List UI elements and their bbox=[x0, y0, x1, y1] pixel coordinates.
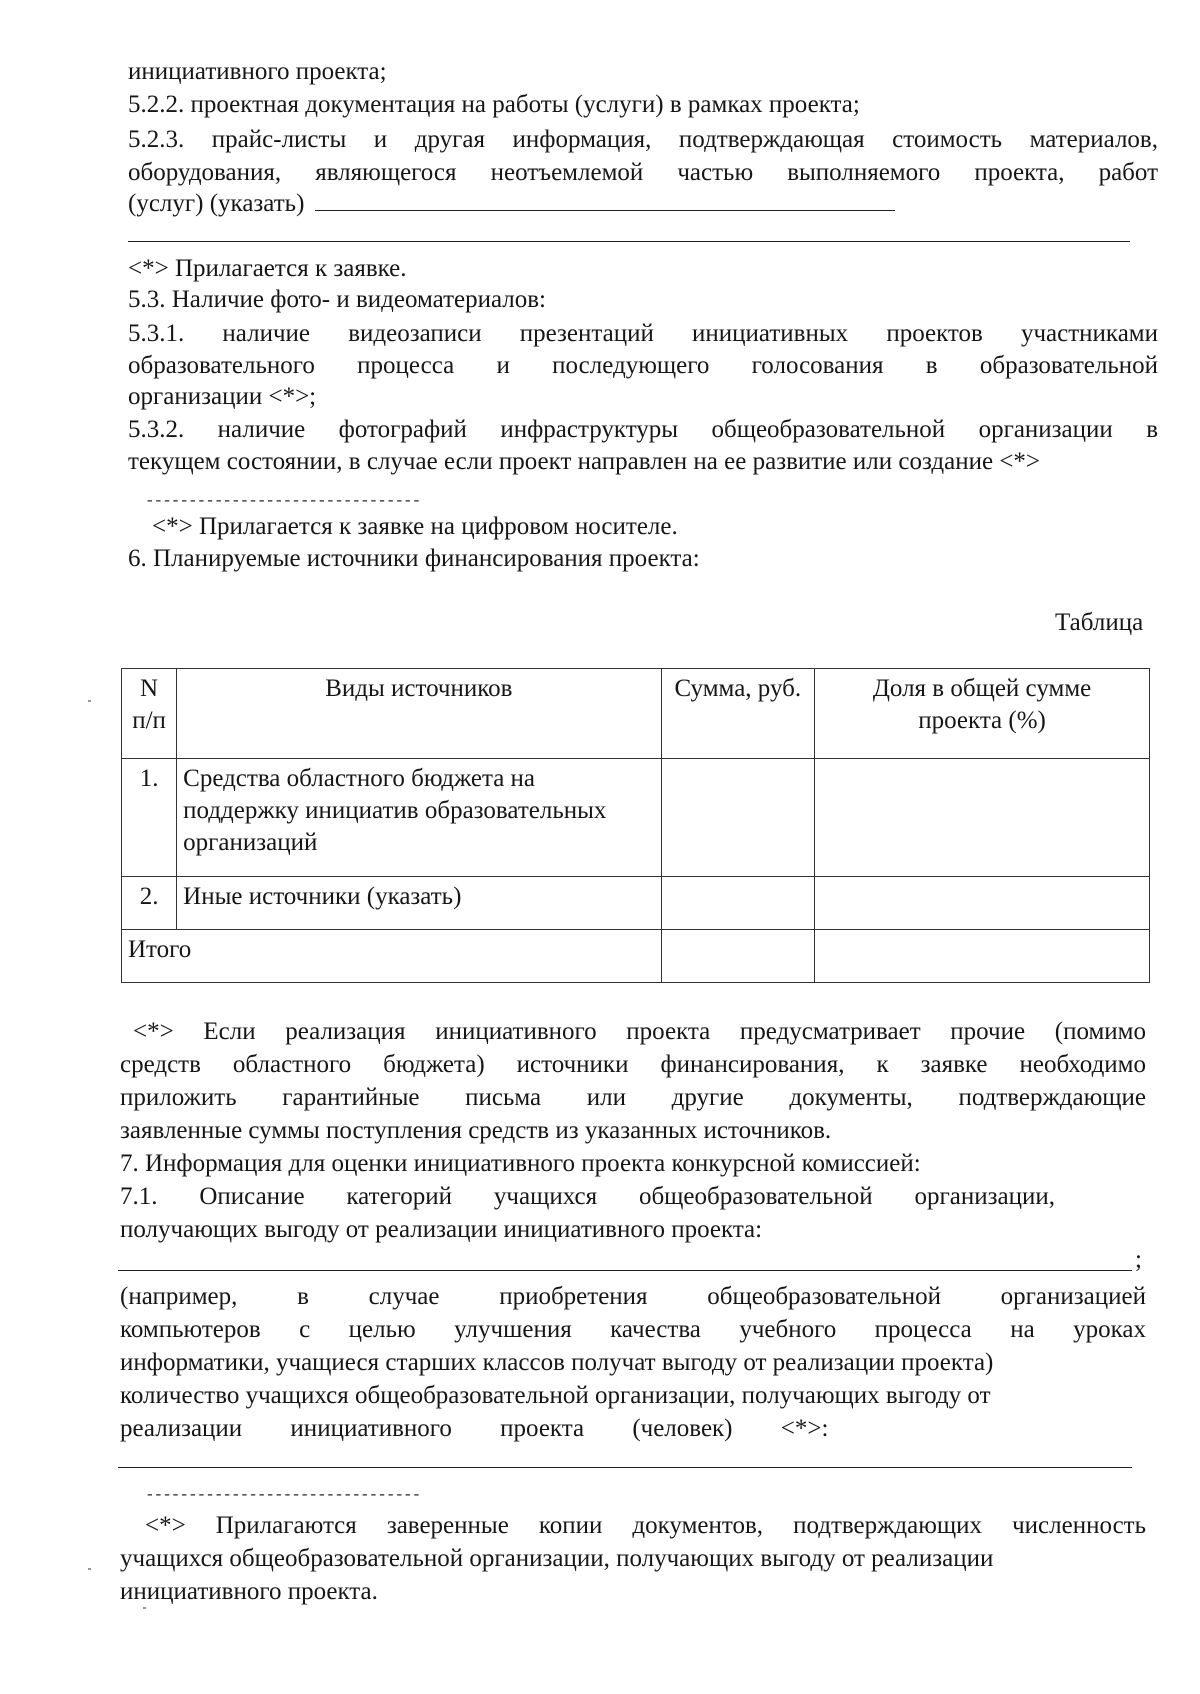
footnote-copies-line2: учащихся общеобразовательной организации, получающих выгоду от реализации bbox=[120, 1545, 994, 1572]
item-7-1-line2: получающих выгоду от реализации инициативного проекта: bbox=[120, 1216, 763, 1243]
item-5-3-1-line2: образовательного процесса и последующего голосования в образовательной bbox=[128, 352, 1158, 379]
table-header-row bbox=[122, 669, 1150, 759]
row-source: Средства областного бюджета на поддержку инициатив образовательных организаций bbox=[177, 759, 661, 877]
item-5-3-2-line2: текущем состоянии, в случае если проект направлен на ее развитие или создание <*> bbox=[128, 448, 1041, 475]
item-5-3-2-line1: 5.3.2. наличие фотографий инфраструктуры общеобразовательной организации в bbox=[128, 416, 1158, 443]
scan-speck bbox=[88, 700, 91, 702]
semicolon: ; bbox=[1135, 1246, 1142, 1273]
item-5-3: 5.3. Наличие фото- и видеоматериалов: bbox=[128, 286, 547, 313]
footnote-copies-line1: <*> Прилагаются заверенные копии документов, подтверждающих численность bbox=[145, 1512, 1146, 1539]
row-sum bbox=[661, 759, 815, 877]
example-line1: (например, в случае приобретения общеобразовательной организацией bbox=[120, 1283, 1146, 1310]
row-sum bbox=[661, 877, 815, 930]
count-line1: количество учащихся общеобразовательной организации, получающих выгоду от bbox=[120, 1382, 991, 1409]
row-number: 2. bbox=[122, 877, 177, 930]
footnote-digital: <*> Прилагается к заявке на цифровом носителе. bbox=[152, 513, 678, 540]
specify-blank-line bbox=[315, 188, 895, 211]
item-7-1-line1: 7.1. Описание категорий учащихся общеобразовательной организации, bbox=[120, 1183, 1055, 1210]
section-7-heading: 7. Информация для оценки инициативного проекта конкурсной комиссией: bbox=[120, 1150, 921, 1177]
item-5-3-1-line3: организации <*>; bbox=[128, 383, 317, 410]
item-5-2-3-line1: 5.2.3. прайс-листы и другая информация, подтверждающая стоимость материалов, bbox=[128, 126, 1158, 153]
table-total-row bbox=[122, 930, 1150, 983]
blank-rule bbox=[118, 1270, 1132, 1271]
header-number: N п/п bbox=[122, 669, 177, 759]
footnote-copies-line3: инициативного проекта. bbox=[120, 1578, 378, 1605]
row-share bbox=[815, 759, 1150, 877]
footnote-separator: -------------------------------- bbox=[145, 492, 421, 510]
scan-speck bbox=[88, 1568, 91, 1570]
financing-sources-table bbox=[121, 668, 1150, 983]
financing-note-line3: приложить гарантийные письма или другие документы, подтверждающие bbox=[120, 1084, 1146, 1111]
item-5-2-3-line3 bbox=[128, 188, 895, 220]
item-5-2-3-line2: оборудования, являющегося неотъемлемой частью выполняемого проекта, работ bbox=[128, 159, 1158, 186]
text-line: инициативного проекта; bbox=[128, 58, 387, 85]
scan-speck bbox=[143, 1607, 146, 1609]
footnote-attached: <*> Прилагается к заявке. bbox=[128, 255, 407, 282]
total-sum bbox=[661, 930, 815, 983]
header-sum: Сумма, руб. bbox=[661, 669, 815, 759]
row-share bbox=[815, 877, 1150, 930]
blank-rule bbox=[128, 241, 1130, 242]
item-5-2-3-label: (услуг) (указать) bbox=[128, 190, 305, 217]
item-5-2-2: 5.2.2. проектная документация на работы (услуги) в рамках проекта; bbox=[128, 91, 860, 118]
blank-rule bbox=[118, 1467, 1132, 1468]
table-row bbox=[122, 877, 1150, 930]
financing-note-line4: заявленные суммы поступления средств из указанных источников. bbox=[120, 1117, 832, 1144]
financing-note-line2: средств областного бюджета) источники финансирования, к заявке необходимо bbox=[120, 1051, 1146, 1078]
row-number: 1. bbox=[122, 759, 177, 877]
table-row bbox=[122, 759, 1150, 877]
example-line3: информатики, учащиеся старших классов получат выгоду от реализации проекта) bbox=[120, 1349, 994, 1376]
row-source: Иные источники (указать) bbox=[177, 877, 661, 930]
financing-note-line1: <*> Если реализация инициативного проекта предусматривает прочие (помимо bbox=[133, 1018, 1146, 1045]
total-label: Итого bbox=[122, 930, 662, 983]
count-line2: реализации инициативного проекта (человек) <*>: bbox=[120, 1415, 829, 1442]
table-caption: Таблица bbox=[1055, 609, 1144, 636]
item-5-3-1-line1: 5.3.1. наличие видеозаписи презентаций инициативных проектов участниками bbox=[128, 320, 1158, 347]
header-share: Доля в общей сумме проекта (%) bbox=[815, 669, 1150, 759]
section-6-heading: 6. Планируемые источники финансирования проекта: bbox=[128, 545, 700, 572]
example-line2: компьютеров с целью улучшения качества учебного процесса на уроках bbox=[120, 1316, 1146, 1343]
header-source-type: Виды источников bbox=[177, 669, 661, 759]
footnote-separator: -------------------------------- bbox=[145, 1486, 421, 1504]
total-share bbox=[815, 930, 1150, 983]
